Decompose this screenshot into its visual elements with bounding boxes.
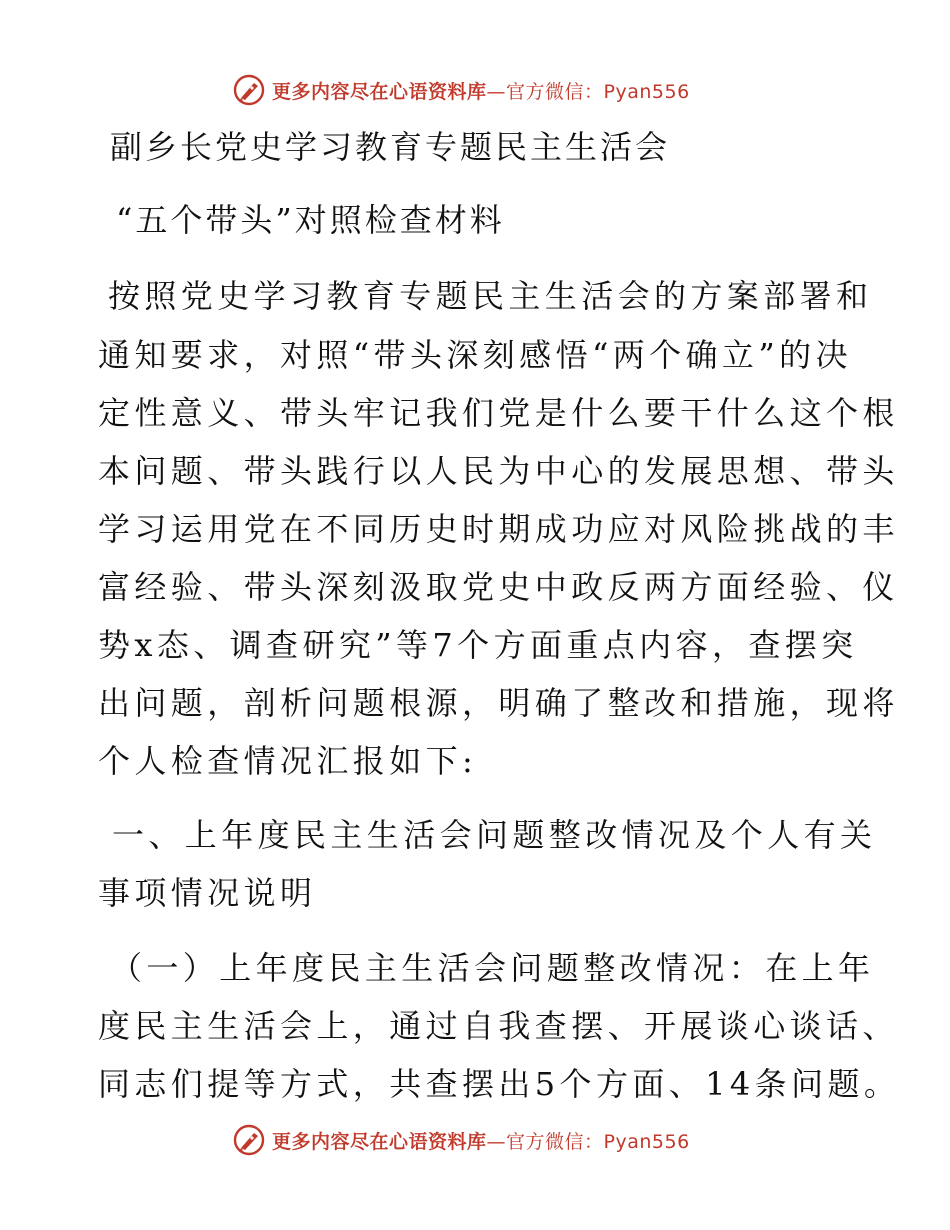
document-subtitle: “五个带头”对照检查材料 <box>116 201 505 239</box>
watermark-header <box>232 72 690 108</box>
paragraph-line: 出问题，剖析问题根源，明确了整改和措施，现将 <box>98 684 899 722</box>
fountain-pen-logo-icon <box>232 73 266 107</box>
subsection-line: 同志们提等方式，共查摆出5个方面、14条问题。 <box>98 1065 901 1103</box>
paragraph-line: 个人检查情况汇报如下: <box>98 742 478 780</box>
watermark-wechat-text: —官方微信：Pyan556 <box>486 80 690 103</box>
paragraph-line: 学习运用党在不同历史时期成功应对风险挑战的丰 <box>98 510 899 548</box>
paragraph-line: 按照党史学习教育专题民主生活会的方案部署和 <box>108 277 873 315</box>
watermark-footer <box>232 1122 690 1158</box>
paragraph-line: 通知要求，对照“带头深刻感悟“两个确立”的决 <box>98 336 852 374</box>
paragraph-line: 富经验、带头深刻汲取党史中政反两方面经验、仪 <box>98 568 899 606</box>
fountain-pen-logo-icon <box>232 1123 266 1157</box>
subsection-line: 度民主生活会上，通过自我查摆、开展谈心谈话、 <box>98 1007 899 1045</box>
document-title: 副乡长党史学习教育专题民主生活会 <box>110 128 671 166</box>
watermark-main-text: 更多内容尽在心语资料库 <box>272 1130 487 1153</box>
paragraph-line: 定性意义、带头牢记我们党是什么要干什么这个根 <box>98 394 899 432</box>
paragraph-line: 势x态、调查研究”等7个方面重点内容，查摆突 <box>98 626 858 664</box>
paragraph-line: 本问题、带头践行以人民为中心的发展思想、带头 <box>98 452 899 490</box>
watermark-wechat-text: —官方微信：Pyan556 <box>486 1130 690 1153</box>
section-heading-continued: 事项情况说明 <box>98 874 317 912</box>
subsection-line: （一）上年度民主生活会问题整改情况：在上年 <box>110 949 875 987</box>
section-heading: 一、上年度民主生活会问题整改情况及个人有关 <box>112 816 877 854</box>
watermark-main-text: 更多内容尽在心语资料库 <box>272 80 487 103</box>
